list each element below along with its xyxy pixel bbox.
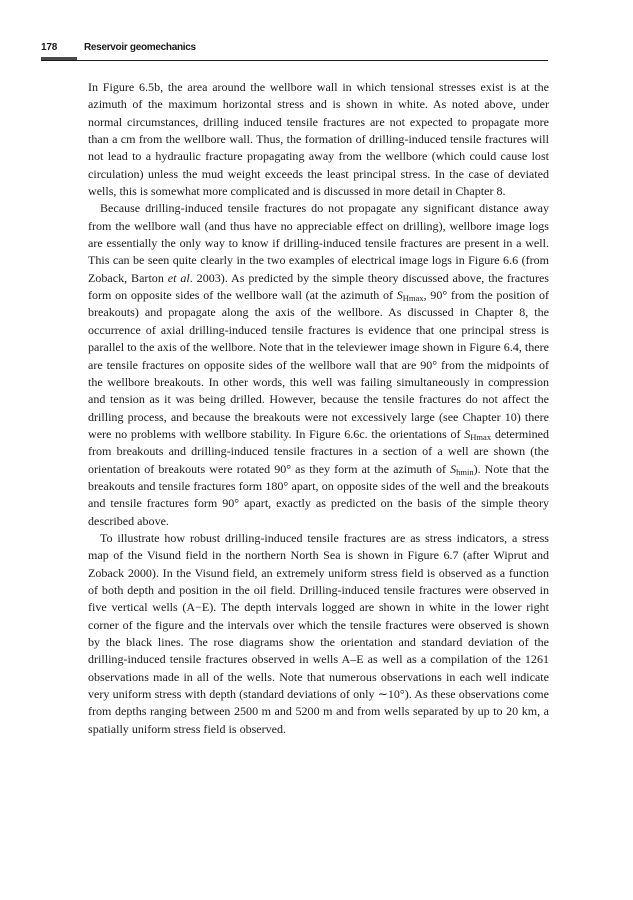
subscript-text: hmin bbox=[456, 466, 474, 477]
paragraph-2 bbox=[88, 200, 549, 530]
body-text bbox=[88, 79, 549, 738]
subscript-text: Hmax bbox=[402, 293, 424, 304]
subscript-text: Hmax bbox=[470, 431, 492, 442]
running-title: Reservoir geomechanics bbox=[84, 42, 196, 53]
text-run: In Figure 6.5b, the area around the wellbore wall in which tensional stresses exist is at the azimuth of the maximum horizontal stress and is shown in white. As noted above, under normal circumstances, drilling induced tensile fractures are not expected to propagate more than a cm from the wellbore wall. Thus, the formation of drilling-induced tensile fractures will not lead to a hydraulic fracture propagating away from the wellbore (which could cause lost circulation) unless the mud weight exceeds the least principal stress. In the case of deviated wells, this is somewhat more complicated and is discussed in more detail in Chapter 8. bbox=[88, 80, 549, 199]
text-run: To illustrate how robust drilling-induced tensile fractures are as stress indicators, a stress map of the Visund field in the northern North Sea is shown in Figure 6.7 (after Wiprut and Zoback 2000). In the Visund field, an extremely uniform stress field is observed as a function of both depth and position in the oil field. Drilling-induced tensile fractures were observed in five vertical wells (A−E). The depth intervals logged are shown in white in the lower right corner of the figure and the intervals over which the tensile fractures were observed is shown by the black lines. The rose diagrams show the orientation and standard deviation of the drilling-induced tensile fractures observed in wells A–E as well as a compilation of the 1261 observations made in all of the wells. Note that numerous observations in each well indicate very uniform stress with depth (standard deviations of only ∼10°). As these observations come from depths ranging between 2500 m and 5200 m and from wells separated by up to 20 km, a spatially uniform stress field is observed. bbox=[88, 530, 549, 736]
italic-text: S bbox=[464, 426, 471, 441]
text-run: , 90° from the position of breakouts) and propagate along the axis of the wellbore. As discussed in Chapter 8, the occurrence of axial drilling-induced tensile fractures is evidence that one principal stress is parallel to the axis of the wellbore. Note that in the televiewer image shown in Figure 6.4, there are tensile fractures on opposite sides of the wellbore wall that are 90° from the midpoints of the wellbore breakouts. In other words, this well was failing simultaneously in compression and tension as it was being drilled. However, because the tensile fractures do not affect the drilling process, and because the breakouts were not excessively large (see Chapter 10) there were no problems with wellbore stability. In Figure 6.6c. the orientations of bbox=[88, 288, 549, 441]
italic-text: S bbox=[396, 288, 403, 303]
italic-text: S bbox=[450, 461, 457, 476]
text-run: . 2003). As predicted by the simple theory discussed above, the fractures form on opposite sides of the wellbore wall (at the azimuth of bbox=[88, 270, 549, 303]
paragraph-1 bbox=[88, 79, 549, 200]
text-run: determined from breakouts and drilling-induced tensile fractures in a section of a well are shown (the orientation of breakouts were rotated 90° as they form at the azimuth of bbox=[88, 426, 550, 476]
header-rule bbox=[41, 60, 548, 61]
italic-text: et al bbox=[167, 270, 190, 285]
page-header bbox=[41, 42, 548, 64]
text-run: Because drilling-induced tensile fractures do not propagate any significant distance away from the wellbore wall (and thus have no appreciable effect on drilling), wellbore image logs are essentially the only way to know if drilling-induced tensile fractures are present in a well. This can be seen quite clearly in the two examples of electrical image logs in Figure 6.6 (from Zoback, Barton bbox=[88, 201, 549, 285]
page-number: 178 bbox=[41, 42, 58, 53]
text-run: ). Note that the breakouts and tensile fractures form 180° apart, on opposite sides of the well and the breakouts and tensile fractures form 90° apart, exactly as predicted on the basis of the simple theory described above. bbox=[88, 461, 549, 528]
paragraph-3 bbox=[88, 530, 549, 738]
